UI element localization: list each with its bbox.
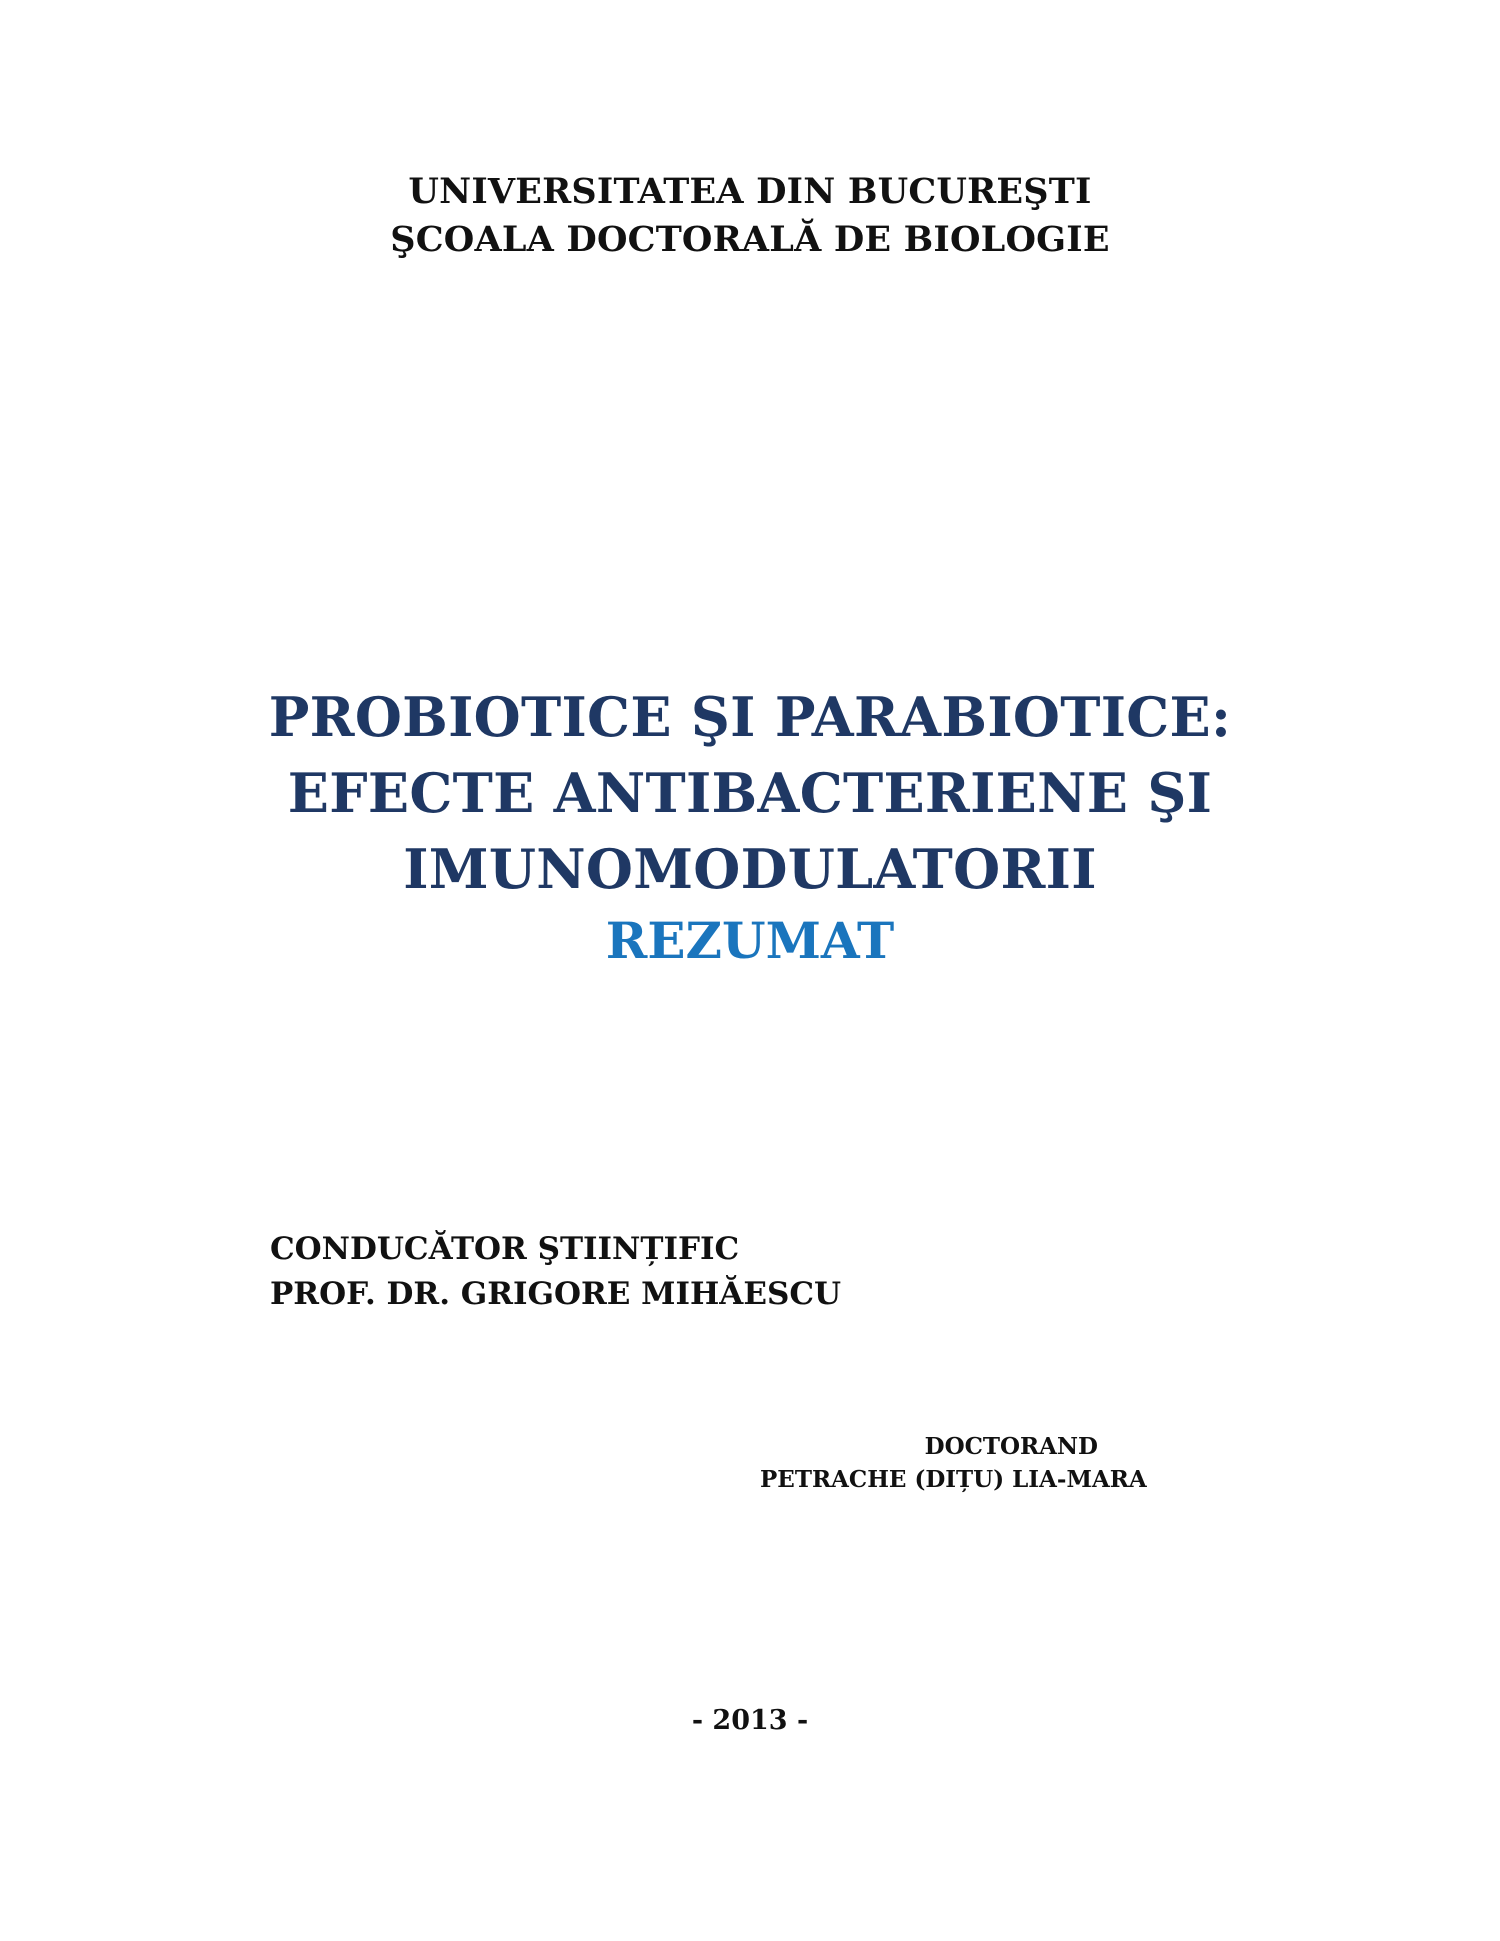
university-name: UNIVERSITATEA DIN BUCUREŞTI: [408, 171, 1092, 212]
doctoral-school-name: ŞCOALA DOCTORALĂ DE BIOLOGIE: [390, 219, 1110, 260]
candidate-name: PETRACHE (DIȚU) LIA-MARA: [760, 1466, 1147, 1493]
thesis-title-line-1: PROBIOTICE ŞI PARABIOTICE:: [268, 685, 1232, 749]
supervisor-role: CONDUCĂTOR ŞTIINȚIFIC: [270, 1231, 740, 1267]
publication-year: - 2013 -: [691, 1705, 809, 1736]
supervisor-name: PROF. DR. GRIGORE MIHĂESCU: [270, 1276, 842, 1312]
thesis-title-line-2: EFECTE ANTIBACTERIENE ŞI: [287, 761, 1213, 825]
institution-header: [0, 168, 1500, 264]
thesis-title-line-3: IMUNOMODULATORII: [403, 837, 1097, 901]
thesis-subtitle: REZUMAT: [605, 911, 895, 970]
supervisor-block: [270, 1227, 841, 1317]
candidate-block: [760, 1430, 1147, 1496]
thesis-title-block: [0, 679, 1500, 975]
candidate-role: DOCTORAND: [924, 1433, 1098, 1460]
